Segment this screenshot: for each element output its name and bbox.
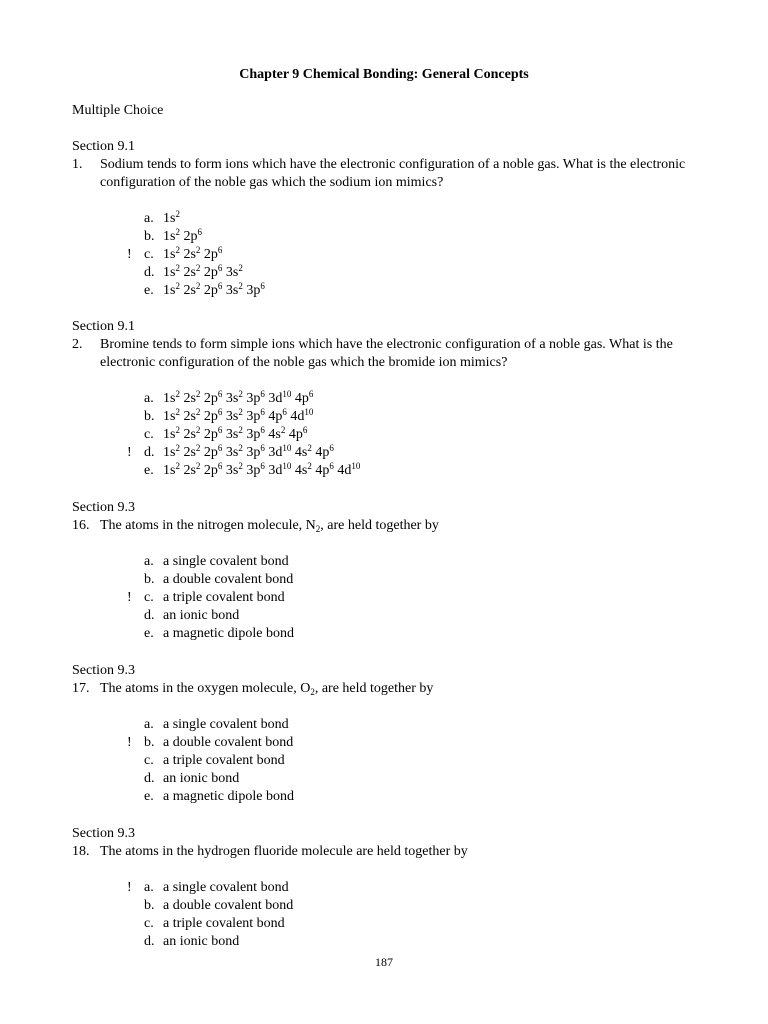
superscript: 2 [195, 425, 201, 435]
question-text: Bromine tends to form simple ions which have the electronic configuration of a noble gas. What is the electronic configuration of the noble gas which the bromide ion mimics? [100, 337, 673, 370]
superscript: 2 [175, 407, 180, 417]
answer-choice [72, 264, 692, 282]
question-text: The atoms in the nitrogen molecule, $N_2$, are held together by [100, 518, 439, 534]
superscript: 6 [260, 443, 265, 453]
choice-letter: d. [144, 265, 155, 280]
choice-letter: d. [144, 445, 155, 460]
answer-choice [72, 426, 692, 444]
superscript: 10 [282, 461, 292, 471]
choice-text: an ionic bond [163, 771, 240, 786]
question-number: 2. [72, 337, 83, 352]
question [72, 138, 692, 300]
choice-letter: c. [144, 753, 154, 768]
superscript: 2 [195, 263, 201, 273]
choice-text: an ionic bond [163, 934, 240, 949]
superscript: 2 [307, 461, 312, 471]
choice-letter: c. [144, 427, 154, 442]
superscript: 10 [351, 461, 361, 471]
superscript: 2 [238, 407, 243, 417]
answer-choice [72, 444, 692, 462]
superscript: 6 [217, 443, 223, 453]
choice-letter: e. [144, 283, 154, 298]
answer-choice [72, 390, 692, 408]
choice-text: $1s^2$ $2s^2$ $2p^6$ $3s^2$ $3p^6$ $4p^6$ $4d^{10}$ [163, 407, 314, 424]
superscript: 2 [307, 443, 312, 453]
choice-text: a single covalent bond [163, 717, 289, 732]
choice-text: a double covalent bond [163, 572, 294, 587]
question-stem [72, 156, 692, 192]
superscript: 6 [217, 461, 223, 471]
answer-choice [72, 625, 692, 643]
superscript: 6 [217, 425, 223, 435]
superscript: 6 [260, 461, 265, 471]
choice-text: a double covalent bond [163, 735, 294, 750]
superscript: 2 [175, 245, 180, 255]
choice-letter: b. [144, 898, 155, 913]
superscript: 2 [280, 425, 286, 435]
question-stem [72, 680, 692, 698]
question-stem [72, 336, 692, 372]
superscript: 6 [329, 443, 334, 453]
question [72, 318, 692, 480]
question [72, 825, 692, 951]
answer-choice [72, 915, 692, 933]
answer-choice [72, 716, 692, 734]
superscript: 2 [175, 461, 180, 471]
answer-choice [72, 607, 692, 625]
answer-choice [72, 246, 692, 264]
choice-letter: a. [144, 391, 154, 406]
choice-letter: c. [144, 590, 154, 605]
question-text: The atoms in the hydrogen fluoride molecule are held together by [100, 844, 468, 859]
choice-letter: b. [144, 409, 155, 424]
choice-letter: e. [144, 789, 154, 804]
question-text: The atoms in the oxygen molecule, $O_2$, are held together by [100, 681, 434, 697]
superscript: 2 [238, 443, 243, 453]
superscript: 2 [238, 263, 243, 273]
section-label: Section 9.1 [72, 139, 135, 154]
choice-text: $1s^2$ $2s^2$ $2p^6$ $3s^2$ $3p^6$ $3d^{10}$ $4p^6$ [163, 389, 314, 406]
choice-text: a magnetic dipole bond [163, 789, 295, 804]
answer-choices [72, 716, 692, 806]
superscript: 6 [260, 425, 265, 435]
question-number: 16. [72, 518, 90, 533]
choice-letter: b. [144, 735, 155, 750]
choice-letter: d. [144, 608, 155, 623]
superscript: 2 [238, 281, 243, 291]
superscript: 10 [304, 407, 314, 417]
superscript: 6 [260, 281, 265, 291]
answer-choices [72, 553, 692, 643]
superscript: 2 [175, 425, 180, 435]
choice-text: $1s^2$ $2s^2$ $2p^6$ $3s^2$ $3p^6$ [163, 281, 265, 298]
answer-choice [72, 571, 692, 589]
choice-text: $1s^2$ $2s^2$ $2p^6$ $3s^2$ $3p^6$ $4s^2$ $4p^6$ [163, 425, 308, 442]
choice-text: a magnetic dipole bond [163, 626, 295, 641]
answer-choices [72, 879, 692, 951]
superscript: 6 [308, 389, 314, 399]
superscript: 2 [195, 281, 201, 291]
superscript: 6 [329, 461, 334, 471]
superscript: 6 [260, 389, 265, 399]
superscript: 6 [302, 425, 308, 435]
superscript: 2 [238, 425, 243, 435]
superscript: 2 [175, 227, 180, 237]
answer-choice [72, 282, 692, 300]
answer-choices [72, 390, 692, 480]
superscript: 6 [260, 407, 265, 417]
section-label: Section 9.3 [72, 500, 135, 515]
answer-choice [72, 788, 692, 806]
question-number: 17. [72, 681, 90, 696]
superscript: 2 [175, 209, 180, 219]
correct-answer-mark: ! [127, 735, 132, 750]
superscript: 2 [195, 389, 201, 399]
choice-text: a triple covalent bond [163, 590, 285, 605]
choice-text: an ionic bond [163, 608, 240, 623]
answer-choice [72, 933, 692, 951]
answer-choice [72, 897, 692, 915]
choice-text: a single covalent bond [163, 554, 289, 569]
choice-text: $1s^2$ $2s^2$ $2p^6$ $3s^2$ $3p^6$ $3d^{10}$ $4s^2$ $4p^6$ [163, 443, 334, 460]
answer-choice [72, 879, 692, 897]
subscript: 2 [310, 687, 315, 697]
superscript: 2 [175, 281, 180, 291]
answer-choices [72, 210, 692, 300]
answer-choice [72, 462, 692, 480]
choice-text: a single covalent bond [163, 880, 289, 895]
answer-choice [72, 770, 692, 788]
answer-choice [72, 752, 692, 770]
choice-letter: a. [144, 880, 154, 895]
choice-letter: c. [144, 247, 154, 262]
choice-text: $1s^2$ [163, 209, 180, 226]
choice-text: $1s^2$ $2s^2$ $2p^6$ [163, 245, 223, 262]
superscript: 6 [282, 407, 287, 417]
choice-letter: a. [144, 554, 154, 569]
choice-letter: b. [144, 572, 155, 587]
choice-letter: b. [144, 229, 155, 244]
question-number: 1. [72, 157, 83, 172]
choice-text: a triple covalent bond [163, 753, 285, 768]
section-label: Section 9.1 [72, 319, 135, 334]
correct-answer-mark: ! [127, 445, 132, 460]
answer-choice [72, 734, 692, 752]
choice-letter: a. [144, 211, 154, 226]
section-label: Section 9.3 [72, 663, 135, 678]
choice-letter: c. [144, 916, 154, 931]
correct-answer-mark: ! [127, 247, 132, 262]
choice-letter: d. [144, 934, 155, 949]
question-stem [72, 517, 692, 535]
superscript: 6 [217, 245, 223, 255]
page-number: 187 [375, 955, 393, 969]
superscript: 2 [175, 263, 180, 273]
choice-text: a double covalent bond [163, 898, 294, 913]
choice-letter: e. [144, 463, 154, 478]
answer-choice [72, 210, 692, 228]
superscript: 2 [175, 443, 180, 453]
superscript: 6 [217, 389, 223, 399]
correct-answer-mark: ! [127, 880, 132, 895]
question-text: Sodium tends to form ions which have the electronic configuration of a noble gas. What is the electronic configuration of the noble gas which the sodium ion mimics? [100, 157, 686, 190]
choice-letter: d. [144, 771, 155, 786]
superscript: 6 [217, 407, 223, 417]
answer-choice [72, 589, 692, 607]
section-heading: Multiple Choice [72, 103, 164, 118]
superscript: 2 [238, 461, 243, 471]
superscript: 2 [195, 461, 201, 471]
superscript: 2 [195, 407, 201, 417]
choice-letter: e. [144, 626, 154, 641]
choice-text: $1s^2$ $2s^2$ $2p^6$ $3s^2$ [163, 263, 243, 280]
choice-letter: a. [144, 717, 154, 732]
superscript: 2 [175, 389, 180, 399]
section-label: Section 9.3 [72, 826, 135, 841]
choice-text: a triple covalent bond [163, 916, 285, 931]
answer-choice [72, 553, 692, 571]
superscript: 2 [195, 443, 201, 453]
choice-text: $1s^2$ $2p^6$ [163, 227, 202, 244]
correct-answer-mark: ! [127, 590, 132, 605]
question-number: 18. [72, 844, 90, 859]
answer-choice [72, 228, 692, 246]
question [72, 499, 692, 643]
question-stem [72, 843, 692, 861]
page-title: Chapter 9 Chemical Bonding: General Concepts [239, 67, 529, 82]
choice-text: $1s^2$ $2s^2$ $2p^6$ $3s^2$ $3p^6$ $3d^{10}$ $4s^2$ $4p^6$ $4d^{10}$ [163, 461, 361, 478]
superscript: 10 [282, 389, 292, 399]
superscript: 6 [217, 281, 223, 291]
superscript: 2 [238, 389, 243, 399]
superscript: 6 [217, 263, 223, 273]
superscript: 10 [282, 443, 292, 453]
superscript: 6 [197, 227, 202, 237]
superscript: 2 [195, 245, 201, 255]
answer-choice [72, 408, 692, 426]
subscript: 2 [315, 524, 321, 534]
question [72, 662, 692, 806]
